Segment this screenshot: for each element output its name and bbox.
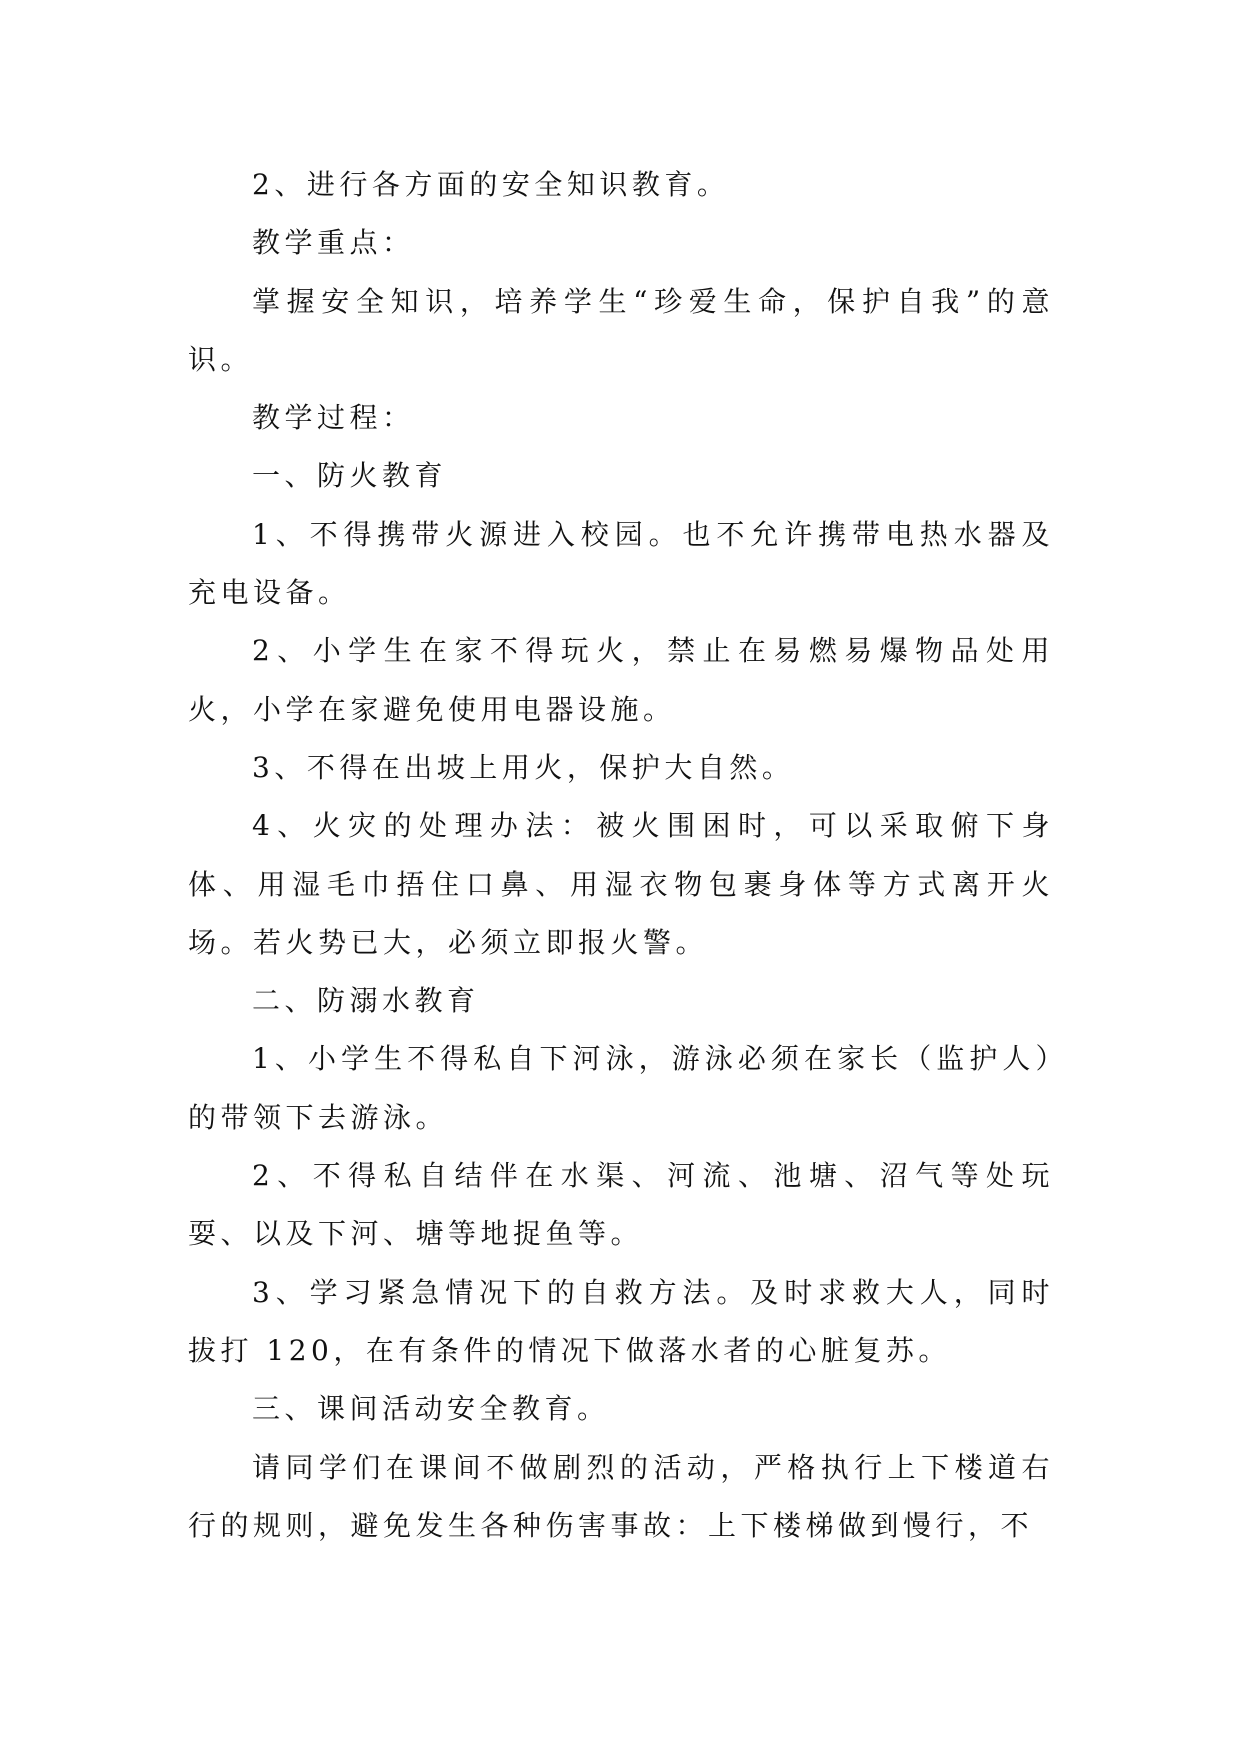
- paragraph-recess-1: 请同学们在课间不做剧烈的活动，严格执行上下楼道右行的规则，避免发生各种伤害事故：上下楼梯做到慢行，不: [188, 1450, 1054, 1542]
- paragraph-drowning-1: 1、小学生不得私自下河泳，游泳必须在家长（监护人）的带领下去游泳。: [188, 1042, 1054, 1134]
- paragraph-objective-2: 2、进行各方面的安全知识教育。: [252, 168, 730, 201]
- paragraph-process-heading: 教学过程：: [252, 401, 415, 435]
- paragraph-key-points-heading: 教学重点：: [252, 226, 415, 260]
- document-body: [188, 156, 1054, 1555]
- section-heading-recess: 三、课间活动安全教育。: [252, 1392, 610, 1426]
- paragraph-fire-1: 1、不得携带火源进入校园。也不允许携带电热水器及充电设备。: [188, 517, 1054, 610]
- section-heading-drowning: 二、防溺水教育: [252, 984, 480, 1018]
- section-heading-fire: 一、防火教育: [252, 459, 448, 493]
- paragraph-fire-2: 2、小学生在家不得玩火，禁止在易燃易爆物品处用火，小学在家避免使用电器设施。: [188, 634, 1054, 726]
- paragraph-fire-4: 4、火灾的处理办法：被火围困时，可以采取俯下身体、用湿毛巾捂住口鼻、用湿衣物包裹身体等方式离开火场。若火势已大，必须立即报火警。: [188, 809, 1054, 959]
- paragraph-fire-3: 3、不得在出坡上用火，保护大自然。: [252, 750, 795, 784]
- paragraph-key-points: 掌握安全知识，培养学生“珍爱生命，保护自我”的意识。: [188, 284, 1054, 376]
- paragraph-drowning-2: 2、不得私自结伴在水渠、河流、池塘、沼气等处玩耍、以及下河、塘等地捉鱼等。: [188, 1159, 1054, 1251]
- paragraph-drowning-3: 3、学习紧急情况下的自救方法。及时求救大人，同时拔打 120，在有条件的情况下做落水者的心脏复苏。: [188, 1275, 1054, 1367]
